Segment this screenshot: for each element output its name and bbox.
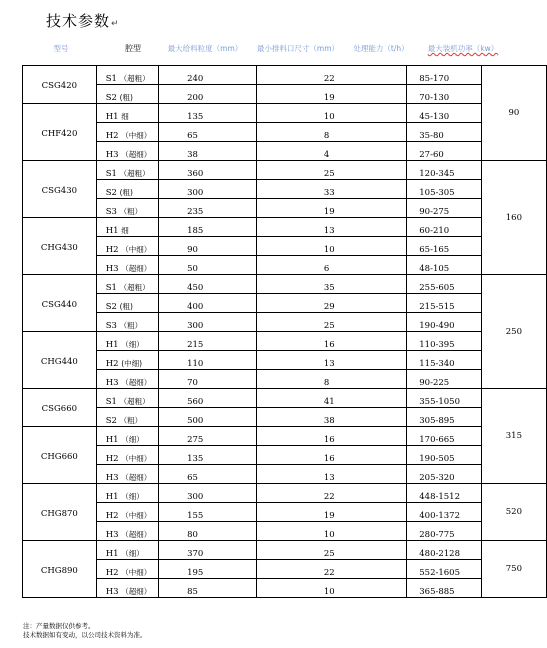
capacity-cell: 205-320 [407, 465, 482, 484]
cavity-code: H1 [105, 340, 119, 350]
outlet-cell: 16 [256, 446, 406, 465]
feed-cell: 360 [159, 161, 257, 180]
capacity-cell: 448-1512 [407, 484, 482, 503]
cavity-code: S2 [105, 188, 117, 198]
power-cell: 90 [481, 66, 546, 161]
capacity-cell: 105-305 [407, 180, 482, 199]
header-model: 型号 [53, 44, 69, 53]
feed-cell: 50 [159, 256, 257, 275]
cavity-type: （细） [121, 435, 144, 444]
cavity-code: H1 [105, 112, 119, 122]
capacity-cell: 255-605 [407, 275, 482, 294]
cavity-cell [96, 560, 158, 579]
power-cell: 520 [481, 484, 546, 541]
outlet-cell: 10 [256, 237, 406, 256]
outlet-cell: 29 [256, 294, 406, 313]
outlet-cell: 13 [256, 218, 406, 237]
outlet-cell: 25 [256, 161, 406, 180]
cavity-code: H2 [105, 568, 119, 578]
cavity-code: H2 [105, 359, 119, 369]
feed-cell: 300 [159, 484, 257, 503]
outlet-cell: 41 [256, 389, 406, 408]
cavity-code: H3 [105, 264, 119, 274]
table-row [23, 104, 547, 123]
outlet-cell: 8 [256, 370, 406, 389]
cavity-cell [96, 180, 158, 199]
table-row [23, 142, 547, 161]
page-title: 技术参数↵ [46, 12, 120, 30]
feed-cell: 275 [159, 427, 257, 446]
feed-cell: 185 [159, 218, 257, 237]
capacity-cell: 60-210 [407, 218, 482, 237]
cavity-cell [96, 389, 158, 408]
table-row [23, 256, 547, 275]
cavity-cell [96, 465, 158, 484]
model-cell: CSG660 [23, 389, 97, 427]
cavity-type: （中细） [121, 568, 152, 577]
cavity-type: （超粗） [119, 74, 150, 83]
power-cell: 250 [481, 275, 546, 389]
feed-cell: 450 [159, 275, 257, 294]
capacity-cell: 70-130 [407, 85, 482, 104]
outlet-cell: 19 [256, 199, 406, 218]
table-row [23, 237, 547, 256]
cavity-cell [96, 66, 158, 85]
cavity-code: H2 [105, 454, 119, 464]
capacity-cell: 365-885 [407, 579, 482, 598]
cavity-type: （细） [121, 340, 144, 349]
cavity-type: (粗) [119, 302, 133, 311]
outlet-cell: 38 [256, 408, 406, 427]
capacity-cell: 190-505 [407, 446, 482, 465]
table-row [23, 503, 547, 522]
capacity-cell: 215-515 [407, 294, 482, 313]
model-cell: CHG870 [23, 484, 97, 541]
cavity-code: H1 [105, 492, 119, 502]
table-row [23, 351, 547, 370]
outlet-cell: 19 [256, 85, 406, 104]
feed-cell: 370 [159, 541, 257, 560]
outlet-cell: 13 [256, 465, 406, 484]
feed-cell: 300 [159, 180, 257, 199]
table-row [23, 465, 547, 484]
table-row [23, 427, 547, 446]
outlet-cell: 8 [256, 123, 406, 142]
table-row [23, 313, 547, 332]
cavity-type: （中细） [121, 245, 152, 254]
feed-cell: 235 [159, 199, 257, 218]
cavity-type: (粗) [119, 188, 133, 197]
cavity-cell [96, 446, 158, 465]
feed-cell: 135 [159, 104, 257, 123]
power-cell: 750 [481, 541, 546, 598]
cavity-type: （超细） [121, 378, 152, 387]
model-cell: CSG420 [23, 66, 97, 104]
outlet-cell: 35 [256, 275, 406, 294]
cavity-code: H1 [105, 549, 119, 559]
cavity-type: 细 [121, 226, 129, 235]
spec-table [22, 65, 547, 598]
table-row [23, 484, 547, 503]
cavity-type: （细） [121, 549, 144, 558]
feed-cell: 500 [159, 408, 257, 427]
cavity-type: （超粗） [119, 397, 150, 406]
table-row [23, 180, 547, 199]
capacity-cell: 115-340 [407, 351, 482, 370]
cavity-cell [96, 199, 158, 218]
model-cell: CSG440 [23, 275, 97, 332]
outlet-cell: 25 [256, 541, 406, 560]
cavity-cell [96, 237, 158, 256]
outlet-cell: 16 [256, 332, 406, 351]
cavity-code: S3 [105, 207, 117, 217]
cavity-cell [96, 313, 158, 332]
cavity-cell [96, 161, 158, 180]
table-row [23, 560, 547, 579]
header-min-outlet: 最小排料口尺寸（mm） [256, 44, 340, 53]
cavity-cell [96, 484, 158, 503]
cavity-cell [96, 85, 158, 104]
cavity-cell [96, 142, 158, 161]
table-row [23, 85, 547, 104]
cavity-code: S2 [105, 416, 117, 426]
cavity-type: (中细) [121, 359, 143, 368]
cavity-type: （超细） [121, 587, 152, 596]
outlet-cell: 4 [256, 142, 406, 161]
cavity-code: H1 [105, 435, 119, 445]
capacity-cell: 305-895 [407, 408, 482, 427]
feed-cell: 155 [159, 503, 257, 522]
capacity-cell: 85-170 [407, 66, 482, 85]
feed-cell: 90 [159, 237, 257, 256]
table-row [23, 579, 547, 598]
outlet-cell: 22 [256, 484, 406, 503]
cavity-type: （粗） [119, 416, 143, 425]
table-row [23, 294, 547, 313]
cavity-type: （超细） [121, 264, 152, 273]
cavity-code: S1 [105, 74, 117, 84]
feed-cell: 135 [159, 446, 257, 465]
feed-cell: 70 [159, 370, 257, 389]
cavity-cell [96, 123, 158, 142]
note-line: 注：产量数据仅供参考。 [23, 622, 95, 630]
table-row [23, 389, 547, 408]
model-cell: CHG440 [23, 332, 97, 389]
cavity-code: H3 [105, 473, 119, 483]
cavity-type: （细） [121, 492, 144, 501]
outlet-cell: 22 [256, 66, 406, 85]
feed-cell: 195 [159, 560, 257, 579]
cavity-cell [96, 275, 158, 294]
cavity-code: H1 [105, 226, 119, 236]
cavity-cell [96, 579, 158, 598]
feed-cell: 215 [159, 332, 257, 351]
header-cavity: 腔型 [125, 44, 141, 53]
cavity-code: S2 [105, 302, 117, 312]
cavity-type: （粗） [119, 321, 143, 330]
outlet-cell: 19 [256, 503, 406, 522]
note-line: 技术数据如有变动，以公司技术资料为准。 [23, 631, 147, 639]
model-cell: CHG430 [23, 218, 97, 275]
cavity-type: （超粗） [119, 169, 150, 178]
cavity-code: H2 [105, 131, 119, 141]
table-row [23, 123, 547, 142]
model-cell: CHG890 [23, 541, 97, 598]
feed-cell: 65 [159, 465, 257, 484]
capacity-cell: 190-490 [407, 313, 482, 332]
cavity-code: H3 [105, 530, 119, 540]
cavity-cell [96, 104, 158, 123]
capacity-cell: 280-775 [407, 522, 482, 541]
outlet-cell: 25 [256, 313, 406, 332]
feed-cell: 300 [159, 313, 257, 332]
outlet-cell: 13 [256, 351, 406, 370]
cavity-type: （粗） [119, 207, 143, 216]
table-row [23, 161, 547, 180]
feed-cell: 560 [159, 389, 257, 408]
cavity-cell [96, 332, 158, 351]
cavity-type: （超细） [121, 473, 152, 482]
cavity-cell [96, 351, 158, 370]
cavity-type: （中细） [121, 131, 152, 140]
table-row [23, 218, 547, 237]
outlet-cell: 10 [256, 579, 406, 598]
outlet-cell: 16 [256, 427, 406, 446]
capacity-cell: 65-165 [407, 237, 482, 256]
feed-cell: 240 [159, 66, 257, 85]
feed-cell: 85 [159, 579, 257, 598]
cavity-code: H3 [105, 378, 119, 388]
cavity-code: S2 [105, 93, 117, 103]
cavity-cell [96, 218, 158, 237]
cavity-code: S1 [105, 283, 117, 293]
feed-cell: 110 [159, 351, 257, 370]
table-row [23, 275, 547, 294]
capacity-cell: 120-345 [407, 161, 482, 180]
cavity-cell [96, 541, 158, 560]
power-cell: 160 [481, 161, 546, 275]
outlet-cell: 6 [256, 256, 406, 275]
capacity-cell: 27-60 [407, 142, 482, 161]
table-row [23, 522, 547, 541]
capacity-cell: 35-80 [407, 123, 482, 142]
table-row [23, 332, 547, 351]
table-row [23, 370, 547, 389]
outlet-cell: 10 [256, 104, 406, 123]
capacity-cell: 45-130 [407, 104, 482, 123]
table-row [23, 541, 547, 560]
cavity-code: S1 [105, 397, 117, 407]
notes [23, 622, 147, 640]
table-row [23, 408, 547, 427]
cavity-type: （超细） [121, 150, 152, 159]
cavity-cell [96, 408, 158, 427]
feed-cell: 200 [159, 85, 257, 104]
feed-cell: 38 [159, 142, 257, 161]
cavity-code: S3 [105, 321, 117, 331]
table-row [23, 66, 547, 85]
header-capacity: 处理能力（t/h） [353, 44, 409, 53]
cavity-type: （超粗） [119, 283, 150, 292]
capacity-cell: 170-665 [407, 427, 482, 446]
capacity-cell: 552-1605 [407, 560, 482, 579]
cavity-code: H2 [105, 511, 119, 521]
capacity-cell: 110-395 [407, 332, 482, 351]
outlet-cell: 22 [256, 560, 406, 579]
capacity-cell: 90-275 [407, 199, 482, 218]
cavity-code: S1 [105, 169, 117, 179]
cavity-cell [96, 522, 158, 541]
table-row [23, 199, 547, 218]
power-cell: 315 [481, 389, 546, 484]
cavity-cell [96, 294, 158, 313]
model-cell: CSG430 [23, 161, 97, 218]
cavity-type: （超细） [121, 530, 152, 539]
cavity-code: H3 [105, 150, 119, 160]
feed-cell: 400 [159, 294, 257, 313]
cavity-type: （中细） [121, 511, 152, 520]
cavity-code: H3 [105, 587, 119, 597]
cavity-cell [96, 370, 158, 389]
outlet-cell: 33 [256, 180, 406, 199]
header-max-feed: 最大给料粒度（mm） [167, 44, 243, 53]
capacity-cell: 90-225 [407, 370, 482, 389]
outlet-cell: 10 [256, 522, 406, 541]
capacity-cell: 400-1372 [407, 503, 482, 522]
capacity-cell: 480-2128 [407, 541, 482, 560]
feed-cell: 80 [159, 522, 257, 541]
capacity-cell: 48-105 [407, 256, 482, 275]
table-row [23, 446, 547, 465]
cavity-cell [96, 256, 158, 275]
model-cell: CHG660 [23, 427, 97, 484]
cavity-cell [96, 503, 158, 522]
cavity-cell [96, 427, 158, 446]
cavity-code: H2 [105, 245, 119, 255]
cavity-type: (粗) [119, 93, 133, 102]
capacity-cell: 355-1050 [407, 389, 482, 408]
cavity-type: （中细） [121, 454, 152, 463]
header-max-power: 最大装机功率（kw） [427, 44, 499, 53]
cavity-type: 细 [121, 112, 129, 121]
model-cell: CHF420 [23, 104, 97, 161]
feed-cell: 65 [159, 123, 257, 142]
